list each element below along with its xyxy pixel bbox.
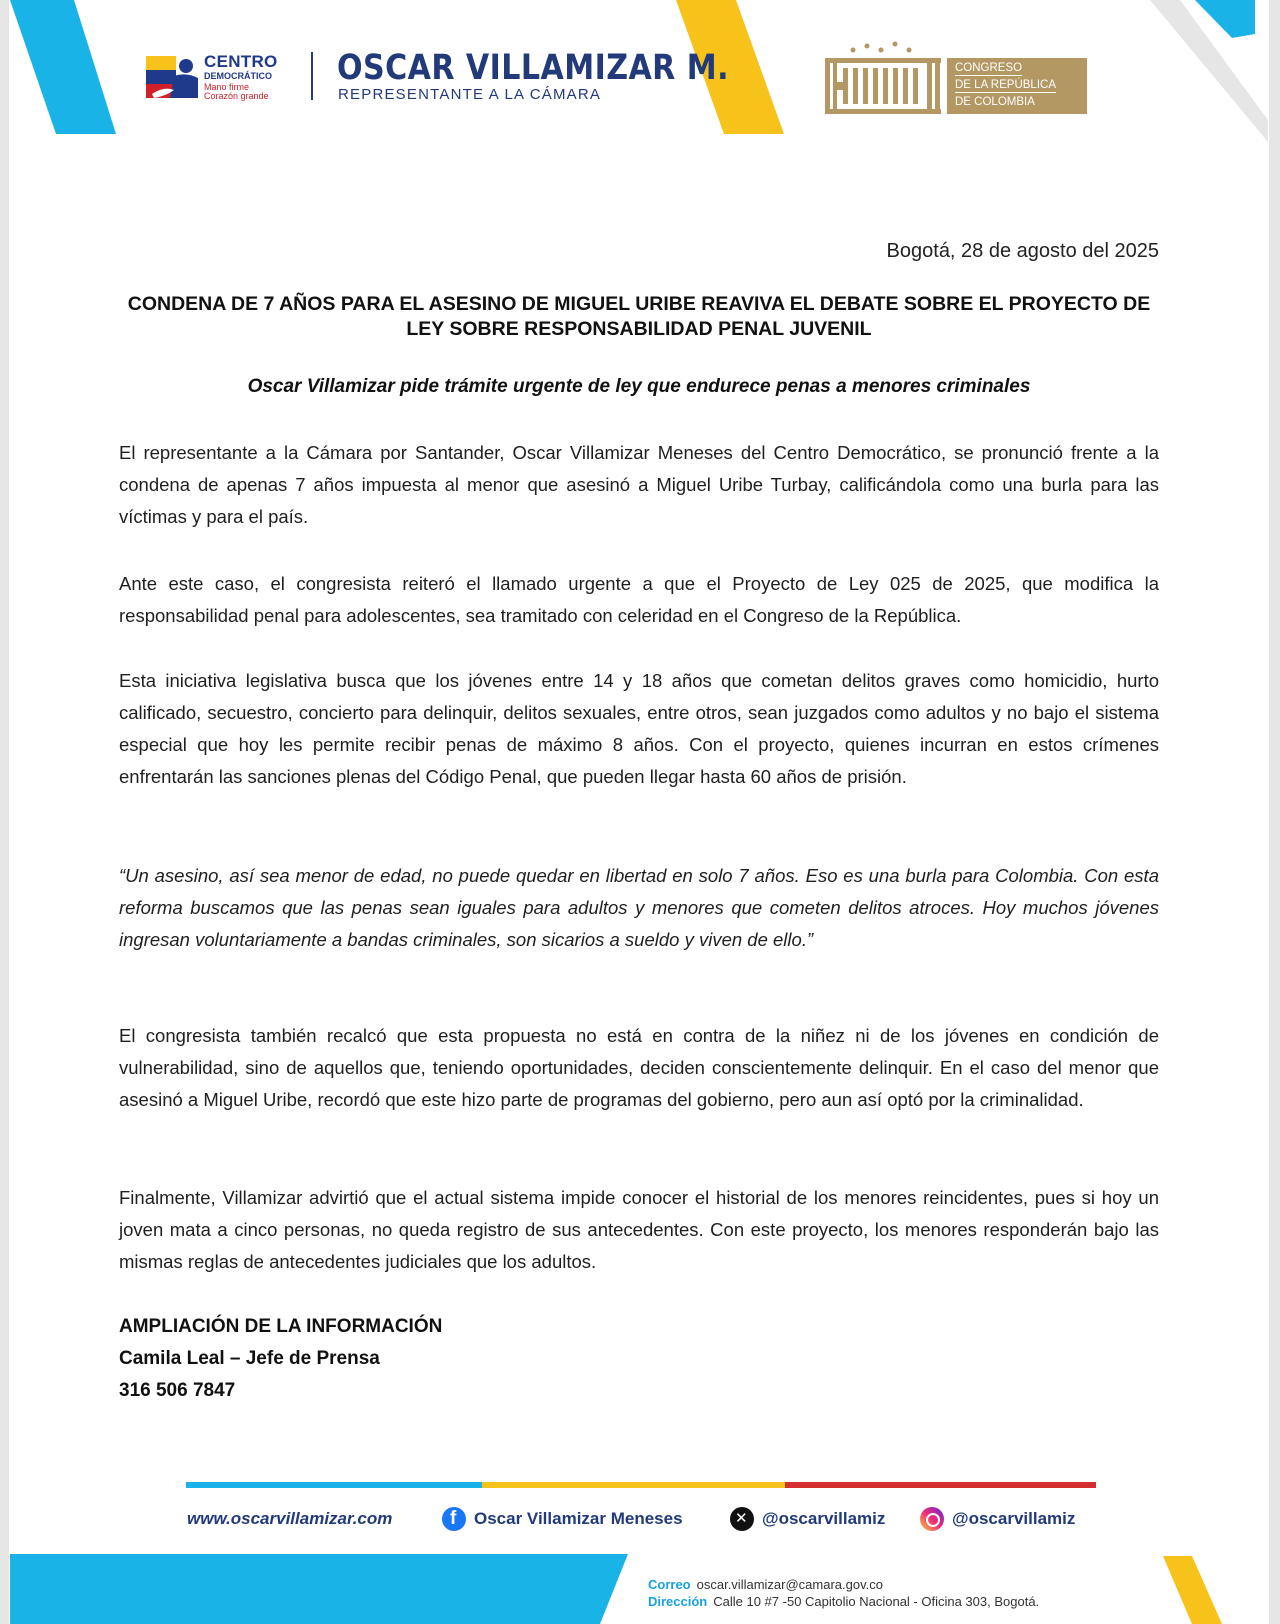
facebook-name[interactable]: Oscar Villamizar Meneses xyxy=(474,1509,683,1528)
footer-contact-info xyxy=(648,1576,1039,1610)
paragraph-3: Esta iniciativa legislativa busca que los jóvenes entre 14 y 18 años que cometan delitos graves como homicidio, hurto calificado, secuestro, concierto para delinquir, delitos sexuales, entre otros, sean juzgados como adultos y no bajo el sistema especial que hoy les permite recibir penas de máximo 8 años. Con el proyecto, quienes incurran en estos crímenes enfrentarán las sanciones plenas del Código Penal, que pueden llegar hasta 60 años de prisión. xyxy=(119,670,1159,787)
website-link[interactable] xyxy=(187,1506,392,1532)
party-name-second-line: DEMOCRÁTICO xyxy=(204,71,272,81)
contact-person: Camila Leal – Jefe de Prensa xyxy=(119,1348,380,1369)
congreso-logo xyxy=(823,40,1095,116)
representative-role: REPRESENTANTE A LA CÁMARA xyxy=(338,86,602,103)
facebook-icon xyxy=(442,1507,466,1531)
party-slogan-line1: Mano firme xyxy=(204,82,250,92)
document-date: Bogotá, 28 de agosto del 2025 xyxy=(886,240,1159,262)
centro-democratico-logo xyxy=(146,52,286,102)
representative-name: OSCAR VILLAMIZAR M. xyxy=(337,48,729,88)
instagram-link[interactable] xyxy=(920,1506,1075,1532)
colombia-flag-logo-icon xyxy=(146,56,200,100)
congreso-line2: DE LA REPÚBLICA xyxy=(955,79,1056,91)
quote-paragraph: “Un asesino, así sea menor de edad, no puede quedar en libertad en solo 7 años. Eso es una burla para Colombia. Con esta reforma buscamos que las penas sean iguales para adultos y menores que cometen delitos atroces. Hoy muchos jóvenes ingresan voluntariamente a bandas criminales, son sicarios a sueldo y viven de ello.” xyxy=(119,865,1159,950)
party-slogan-line2: Corazón grande xyxy=(204,91,269,101)
x-link[interactable] xyxy=(730,1506,885,1532)
website-url[interactable]: www.oscarvillamizar.com xyxy=(187,1509,393,1528)
paragraph-1: El representante a la Cámara por Santander, Oscar Villamizar Meneses del Centro Democrático, se pronunció frente a la condena de apenas 7 años impuesta al menor que asesinó a Miguel Uribe Turbay, calificándola como una burla para las víctimas y para el país. xyxy=(119,442,1159,527)
footer-line-yellow xyxy=(482,1482,785,1488)
address-label: Dirección xyxy=(648,1594,708,1609)
paragraph-6: Finalmente, Villamizar advirtió que el actual sistema impide conocer el historial de los menores reincidentes, pues si hoy un joven mata a cinco personas, no queda registro de sus antecedentes. Con este proyecto, los menores responderán bajo las mismas reglas de antecedentes judiciales que los adultos. xyxy=(119,1187,1159,1272)
x-icon xyxy=(730,1507,754,1531)
press-contact xyxy=(119,1311,442,1407)
capitol-building-icon xyxy=(823,40,945,116)
paragraph-2: Ante este caso, el congresista reiteró el llamado urgente a que el Proyecto de Ley 025 de 2025, que modifica la responsabilidad penal para adolescentes, sea tramitado con celeridad en el Congreso de la República. xyxy=(119,573,1159,626)
document-subtitle: Oscar Villamizar pide trámite urgente de ley que endurece penas a menores criminales xyxy=(247,376,1031,397)
contact-heading: AMPLIACIÓN DE LA INFORMACIÓN xyxy=(119,1316,443,1337)
party-name: CENTRO xyxy=(204,52,278,71)
document-title: CONDENA DE 7 AÑOS PARA EL ASESINO DE MIGUEL URIBE REAVIVA EL DEBATE SOBRE EL PROYECTO DE LEY SOBRE RESPONSABILIDAD PENAL JUVENIL xyxy=(127,293,1151,340)
congreso-line1: CONGRESO xyxy=(955,62,1023,74)
email-address[interactable]: oscar.villamizar@camara.gov.co xyxy=(696,1577,883,1592)
x-handle[interactable]: @oscarvillamiz xyxy=(762,1509,886,1528)
contact-phone: 316 506 7847 xyxy=(119,1380,236,1401)
congreso-plate xyxy=(947,58,1087,114)
header-divider xyxy=(311,52,313,100)
email-label: Correo xyxy=(648,1577,691,1592)
facebook-link[interactable] xyxy=(442,1506,683,1532)
footer-line-cyan xyxy=(186,1482,482,1488)
paragraph-5: El congresista también recalcó que esta propuesta no está en contra de la niñez ni de los jóvenes en condición de vulnerabilidad, sino de aquellos que, teniendo oportunidades, deciden conscientemente delinquir. En el caso del menor que asesinó a Miguel Uribe, recordó que este hizo parte de programas del gobierno, pero aun así optó por la criminalidad. xyxy=(119,1025,1159,1110)
address: Calle 10 #7 -50 Capitolio Nacional - Oficina 303, Bogotá. xyxy=(713,1594,1040,1609)
footer-line-red xyxy=(785,1482,1096,1488)
congreso-line3: DE COLOMBIA xyxy=(955,96,1035,108)
instagram-handle[interactable]: @oscarvillamiz xyxy=(952,1509,1076,1528)
instagram-icon xyxy=(920,1507,944,1531)
